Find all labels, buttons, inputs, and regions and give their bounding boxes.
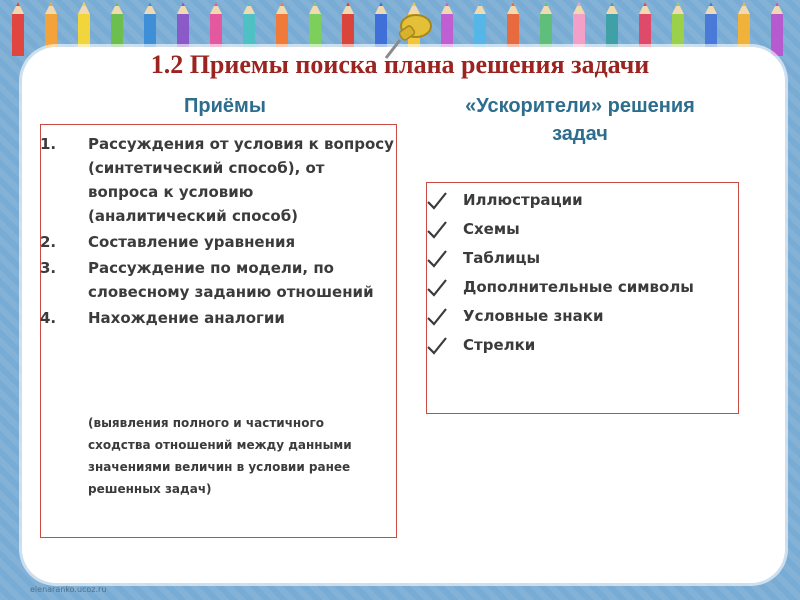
list-item-text: Таблицы — [463, 249, 541, 267]
list-item-text: Нахождение аналогии — [88, 309, 285, 327]
list-item — [40, 230, 395, 254]
list-number: 3. — [40, 259, 57, 277]
list-number: 1. — [40, 135, 57, 153]
pencil-lead — [313, 2, 317, 6]
pencil-lead — [247, 2, 251, 6]
pencil-lead — [115, 2, 119, 6]
pencil-lead — [577, 2, 581, 6]
list-item-text: Составление уравнения — [88, 233, 296, 251]
list-item-text: Иллюстрации — [463, 191, 583, 209]
list-item-text: Рассуждения от условия к вопросу (синтетический способ), от вопроса к условию (аналитический способ) — [88, 135, 394, 225]
pencil-lead — [379, 2, 383, 6]
list-item — [426, 275, 737, 300]
pencil-lead — [82, 2, 86, 6]
page-title: 1.2 Приемы поиска плана решения задачи — [150, 50, 650, 79]
list-item — [40, 132, 395, 228]
list-item-text: Схемы — [463, 220, 520, 238]
pencil-lead — [610, 2, 614, 6]
pencil-lead — [478, 2, 482, 6]
pencil-lead — [676, 2, 680, 6]
list-item — [40, 306, 395, 330]
checkmark-icon — [426, 278, 448, 298]
list-number: 2. — [40, 233, 57, 251]
pencil-lead — [709, 2, 713, 6]
pencil-lead — [742, 2, 746, 6]
checkmark-icon — [426, 249, 448, 269]
pencil-lead — [412, 2, 416, 6]
accelerators-list — [426, 188, 737, 362]
pencil-lead — [280, 2, 284, 6]
right-heading — [420, 92, 740, 148]
pencil-lead — [445, 2, 449, 6]
pencil-lead — [643, 2, 647, 6]
checkmark-icon — [426, 191, 448, 211]
pencil-lead — [16, 2, 20, 6]
pencil-lead — [148, 2, 152, 6]
list-item — [426, 217, 737, 242]
checkmark-icon — [426, 220, 448, 240]
list-item-text: Рассуждение по модели, по словесному заданию отношений — [88, 259, 374, 301]
list-item — [40, 256, 395, 304]
pencil-lead — [511, 2, 515, 6]
checkmark-icon — [426, 307, 448, 327]
pencil-lead — [49, 2, 53, 6]
list-item — [426, 304, 737, 329]
pencil-lead — [775, 2, 779, 6]
list-item-text: Стрелки — [463, 336, 536, 354]
list-item — [426, 188, 737, 213]
list-item-text: Дополнительные символы — [463, 278, 694, 296]
list-item — [426, 246, 737, 271]
list-item-text: Условные знаки — [463, 307, 604, 325]
right-heading-line1: «Ускорители» решения — [465, 95, 695, 117]
pencil-lead — [544, 2, 548, 6]
methods-list — [40, 132, 395, 332]
list-number: 4. — [40, 309, 57, 327]
pencil-lead — [214, 2, 218, 6]
list-item — [426, 333, 737, 358]
left-heading: Приёмы — [184, 95, 266, 117]
checkmark-icon — [426, 336, 448, 356]
right-heading-line2: задач — [552, 123, 608, 145]
footer-source: elenaranko.ucoz.ru — [30, 585, 107, 594]
pencil-lead — [346, 2, 350, 6]
analogy-note: (выявления полного и частичного сходства отношений между данными значениями величин в условии ранее решенных задач) — [88, 416, 352, 496]
pencil-lead — [181, 2, 185, 6]
